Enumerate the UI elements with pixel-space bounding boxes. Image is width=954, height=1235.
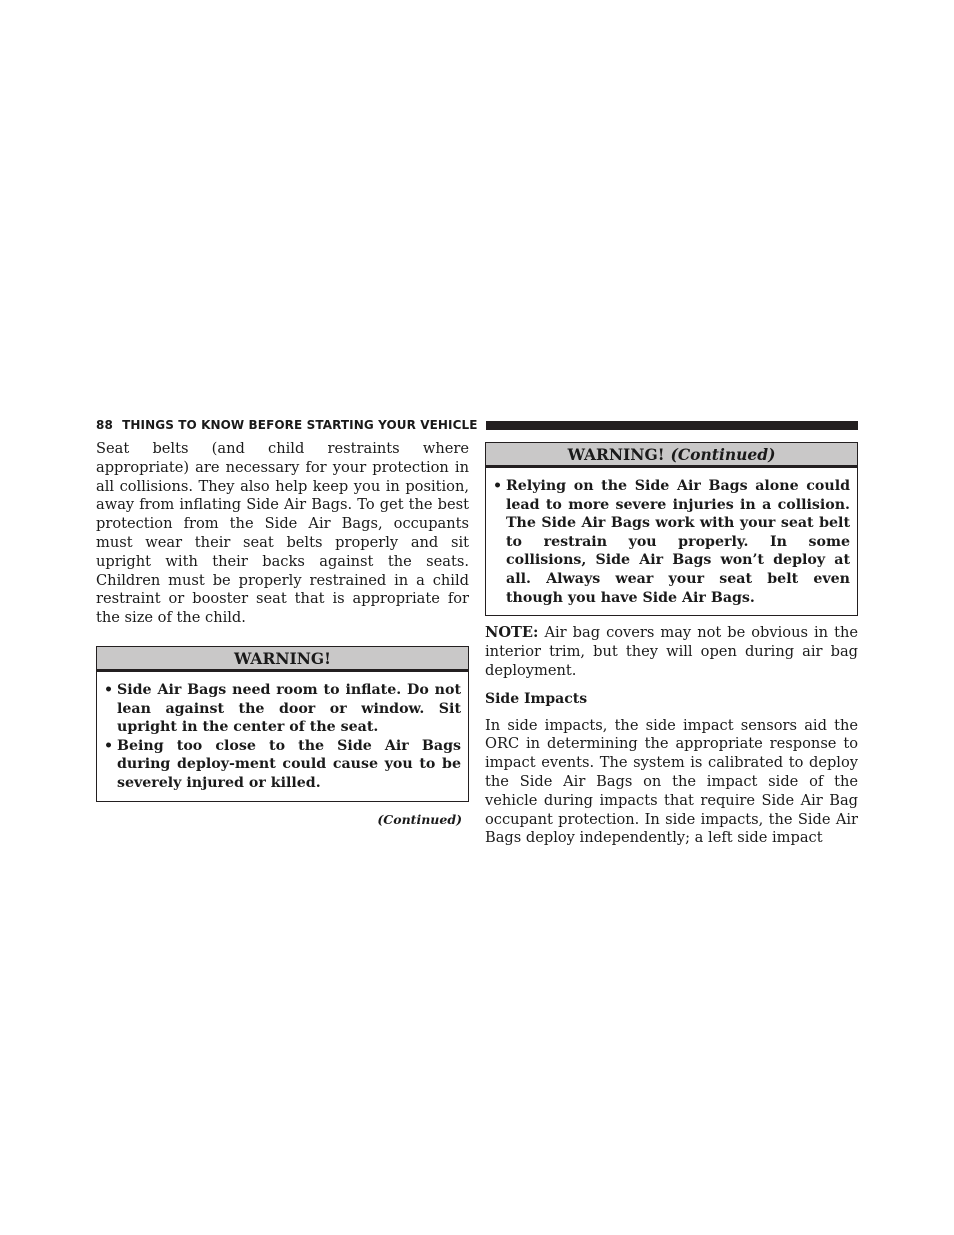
warning-list	[486, 468, 857, 615]
section-title: THINGS TO KNOW BEFORE STARTING YOUR VEHICLE	[122, 418, 478, 432]
warning-header	[97, 647, 468, 672]
note-label: NOTE:	[485, 624, 539, 642]
bullet-icon: •	[104, 737, 114, 754]
warning-item-text: Relying on the Side Air Bags alone could lead to more severe injuries in a collision. The Side Air Bags work with your seat belt to restrain you properly. In some collisions, Side Air Bags won’t deploy at all. Always wear your seat belt even though you have Side Air Bags.	[506, 478, 850, 606]
continued-label: (Continued)	[377, 811, 462, 827]
page-number: 88	[96, 418, 114, 432]
warning-item	[104, 681, 461, 737]
warning-item	[104, 737, 461, 793]
warning-item-text: Being too close to the Side Air Bags during deploy-ment could cause you to be severely injured or killed.	[117, 737, 461, 791]
right-column	[485, 442, 858, 848]
intro-paragraph: Seat belts (and child restraints where appropriate) are necessary for your protection in all collisions. They also help keep you in position, away from inflating Side Air Bags. To get the best protection from the Side Air Bags, occupants must wear their seat belts properly and sit upright with their backs against the seats. Children must be properly restrained in a child restraint or booster seat that is appropriate for the size of the child.	[96, 440, 469, 627]
bullet-icon: •	[493, 478, 503, 494]
warning-item	[493, 477, 850, 607]
note-text: Air bag covers may not be obvious in the interior trim, but they will open during air bag deployment.	[485, 624, 858, 679]
warning-header	[486, 443, 857, 468]
side-impacts-heading: Side Impacts	[485, 690, 588, 707]
warning-item-text: Side Air Bags need room to inflate. Do not lean against the door or window. Sit upright in the center of the seat.	[117, 681, 461, 736]
warning-list	[97, 672, 468, 801]
page-header	[96, 418, 858, 432]
note-paragraph	[485, 624, 858, 680]
warning-continued: (Continued)	[670, 445, 776, 464]
warning-title: WARNING!	[567, 445, 665, 464]
bullet-icon: •	[104, 681, 114, 698]
left-column	[96, 440, 469, 827]
side-impacts-paragraph: In side impacts, the side impact sensors aid the ORC in determining the appropriate response to impact events. The system is calibrated to deploy the Side Air Bags on the impact side of the vehicle during impacts that require Side Air Bag occupant protection. In side impacts, the Side Air Bags deploy independently; a left side impact	[485, 716, 858, 847]
warning-box	[96, 646, 469, 802]
header-rule	[486, 421, 858, 430]
warning-box-continued	[485, 442, 858, 616]
warning-title: WARNING!	[234, 648, 331, 668]
